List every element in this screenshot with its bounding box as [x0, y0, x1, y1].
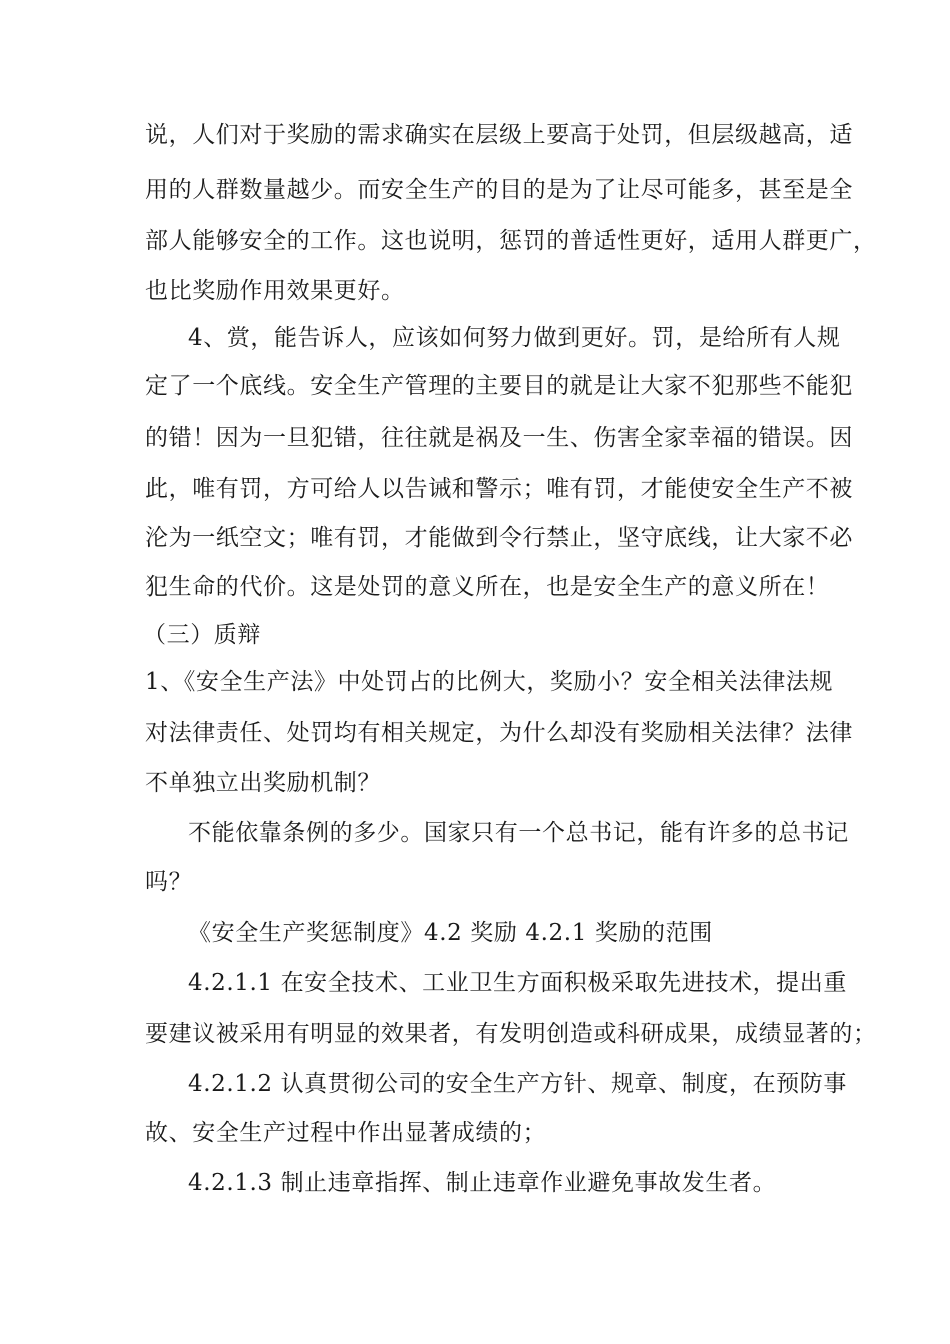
text-line: 《安全生产奖惩制度》4.2 奖励 4.2.1 奖励的范围 — [188, 920, 713, 946]
text-line: 不能依靠条例的多少。国家只有一个总书记，能有许多的总书记 — [188, 820, 849, 846]
text-line: 的错！因为一旦犯错，往往就是祸及一生、伤害全家幸福的错误。因 — [145, 425, 853, 451]
text-line: 用的人群数量越少。而安全生产的目的是为了让尽可能多，甚至是全 — [145, 177, 853, 203]
text-line: 定了一个底线。安全生产管理的主要目的就是让大家不犯那些不能犯 — [145, 373, 853, 399]
text-line: 要建议被采用有明显的效果者，有发明创造或科研成果，成绩显著的； — [145, 1021, 877, 1047]
text-line: 部人能够安全的工作。这也说明，惩罚的普适性更好，适用人群更广， — [145, 228, 877, 254]
text-line: 此，唯有罚，方可给人以告诫和警示；唯有罚，才能使安全生产不被 — [145, 476, 853, 502]
section-heading: （三）质辩 — [143, 622, 261, 648]
text-line: 4.2.1.3 制止违章指挥、制止违章作业避免事故发生者。 — [188, 1170, 777, 1196]
text-line: 也比奖励作用效果更好。 — [145, 278, 405, 304]
text-line: 故、安全生产过程中作出显著成绩的； — [145, 1120, 547, 1146]
text-line: 沦为一纸空文；唯有罚，才能做到令行禁止，坚守底线，让大家不必 — [145, 525, 853, 551]
text-line: 4.2.1.2 认真贯彻公司的安全生产方针、规章、制度，在预防事 — [188, 1071, 847, 1097]
text-line: 吗？ — [145, 869, 193, 895]
text-line: 4、赏，能告诉人，应该如何努力做到更好。罚，是给所有人规 — [188, 325, 841, 351]
text-line: 对法律责任、处罚均有相关规定，为什么却没有奖励相关法律？法律 — [145, 720, 853, 746]
text-line: 说，人们对于奖励的需求确实在层级上要高于处罚，但层级越高，适 — [145, 122, 853, 148]
text-line: 犯生命的代价。这是处罚的意义所在，也是安全生产的意义所在！ — [145, 574, 830, 600]
text-line: 1、《安全生产法》中处罚占的比例大，奖励小？安全相关法律法规 — [145, 669, 834, 695]
text-line: 不单独立出奖励机制？ — [145, 770, 381, 796]
text-line: 4.2.1.1 在安全技术、工业卫生方面积极采取先进技术，提出重 — [188, 970, 847, 996]
